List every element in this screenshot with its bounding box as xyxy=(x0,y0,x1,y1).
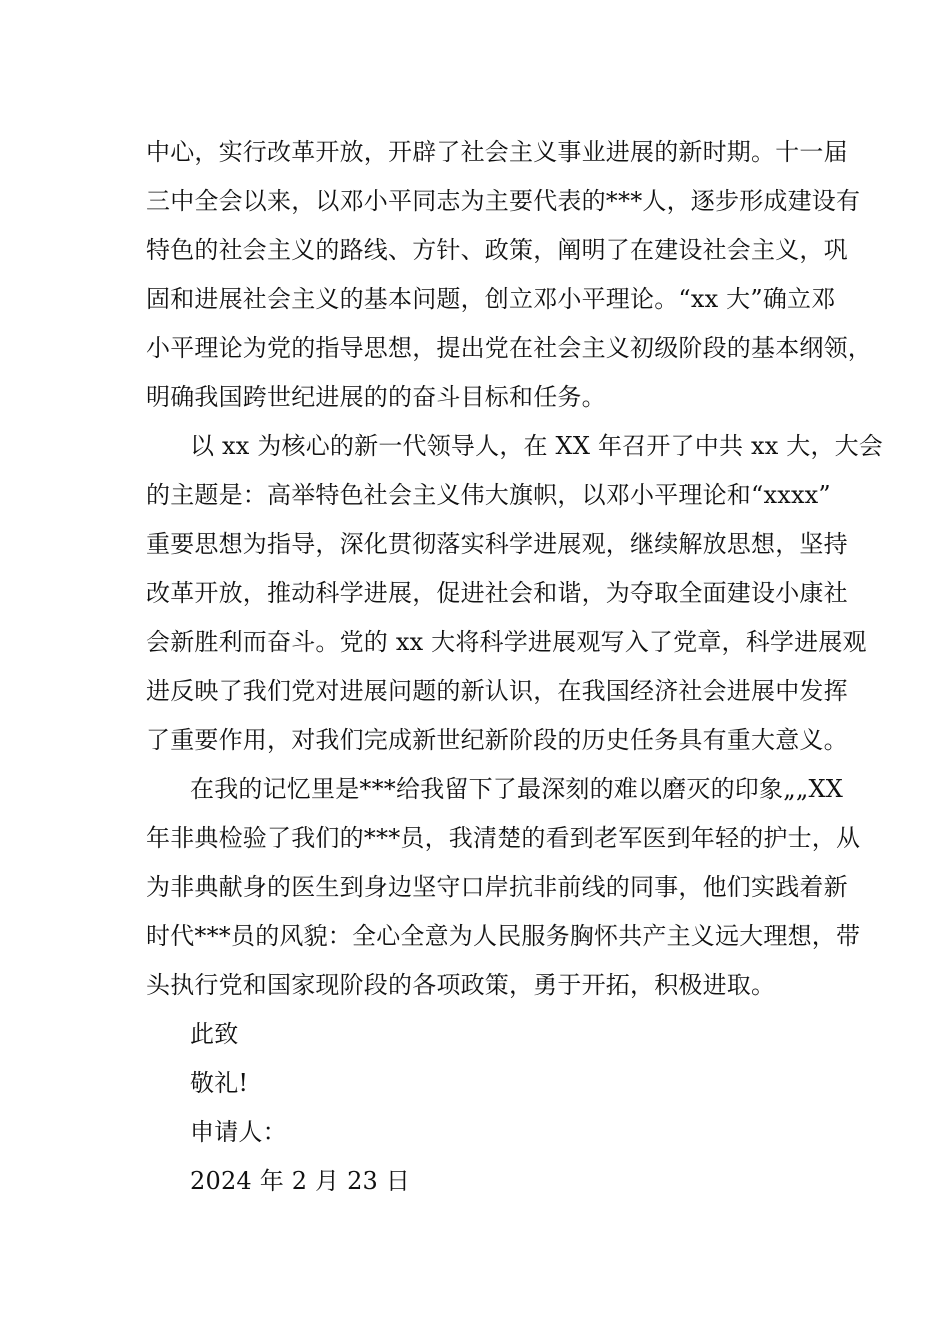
text-line: 进反映了我们党对进展问题的新认识，在我国经济社会进展中发挥 xyxy=(146,677,848,705)
closing-phrase: 此致 xyxy=(190,1020,239,1048)
text-line: 小平理论为党的指导思想，提出党在社会主义初级阶段的基本纲领， xyxy=(146,334,872,362)
paragraph-1 xyxy=(146,133,872,427)
text-line: 在我的记忆里是***给我留下了最深刻的难以磨灭的印象„„XX xyxy=(190,775,844,803)
paragraph-2 xyxy=(146,427,884,770)
text-line: 会新胜利而奋斗。党的 xx 大将科学进展观写入了党章，科学进展观 xyxy=(146,628,867,656)
text-line: 为非典献身的医生到身边坚守口岸抗非前线的同事，他们实践着新 xyxy=(146,873,848,901)
text-line: 了重要作用，对我们完成新世纪新阶段的历史任务具有重大意义。 xyxy=(146,726,848,754)
salutation: 敬礼! xyxy=(190,1069,249,1097)
text-line: 明确我国跨世纪进展的的奋斗目标和任务。 xyxy=(146,383,606,411)
text-line: 三中全会以来，以邓小平同志为主要代表的***人，逐步形成建设有 xyxy=(146,187,861,215)
paragraph-3 xyxy=(146,770,861,1015)
date-line: 2024 年 2 月 23 日 xyxy=(190,1167,411,1195)
applicant-label: 申请人： xyxy=(190,1118,287,1146)
text-line: 特色的社会主义的路线、方针、政策，阐明了在建设社会主义，巩 xyxy=(146,236,848,264)
text-line: 时代***员的风貌：全心全意为人民服务胸怀共产主义远大理想，带 xyxy=(146,922,861,950)
text-line: 年非典检验了我们的***员，我清楚的看到老军医到年轻的护士，从 xyxy=(146,824,861,852)
text-line: 固和进展社会主义的基本问题，创立邓小平理论。“xx 大”确立邓 xyxy=(146,285,836,313)
text-line: 改革开放，推动科学进展，促进社会和谐，为夺取全面建设小康社 xyxy=(146,579,848,607)
text-line: 中心，实行改革开放，开辟了社会主义事业进展的新时期。十一届 xyxy=(146,138,848,166)
text-line: 重要思想为指导，深化贯彻落实科学进展观，继续解放思想，坚持 xyxy=(146,530,848,558)
letter-body xyxy=(146,133,884,1211)
text-line: 的主题是：高举特色社会主义伟大旗帜，以邓小平理论和“xxxx” xyxy=(146,481,831,509)
text-line: 头执行党和国家现阶段的各项政策，勇于开拓，积极进取。 xyxy=(146,971,776,999)
text-line: 以 xx 为核心的新一代领导人，在 XX 年召开了中共 xx 大，大会 xyxy=(190,432,884,460)
